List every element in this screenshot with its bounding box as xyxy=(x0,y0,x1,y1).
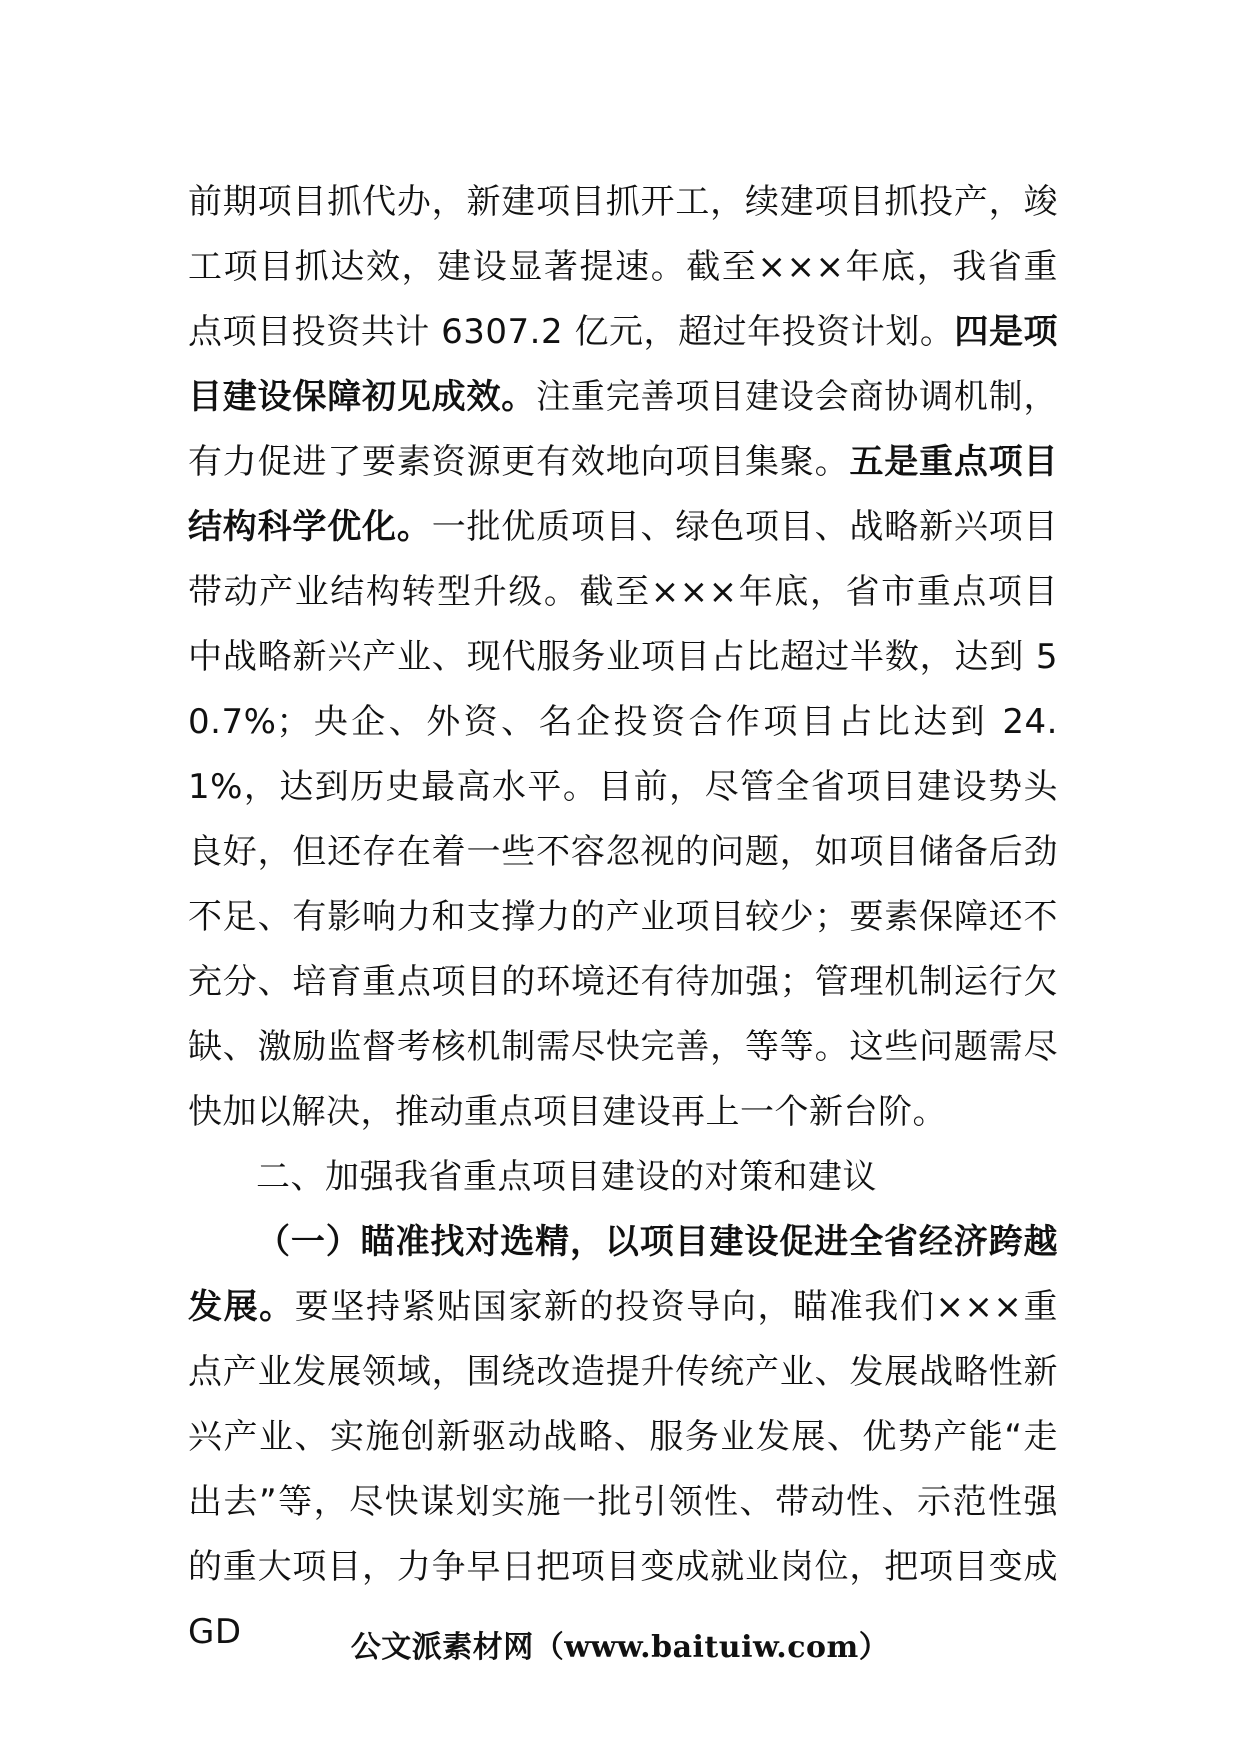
subsection-title: （一）瞄准找对选精，以项目建设促进全省经济跨越发展。 xyxy=(188,1222,1058,1327)
section-heading: 二、加强我省重点项目建设的对策和建议 xyxy=(256,1157,877,1197)
document-body xyxy=(188,170,1058,1665)
paragraph-text: 要坚持紧贴国家新的投资导向，瞄准我们×××重点产业发展领域，围绕改造提升传统产业、发展战略性新兴产业、实施创新驱动战略、服务业发展、优势产能“走出去”等，尽快谋划实施一批引领性、带动性、示范性强的重大项目，力争早日把项目变成就业岗位，把项目变成 GD xyxy=(188,1287,1058,1652)
paragraph-continued xyxy=(188,170,1058,1145)
bold-point-five: 五是重点项目结构科学优化。 xyxy=(188,442,1058,547)
paragraph-text: 注重完善项目建设会商协调机制，有力促进了要素资源更有效地向项目集聚。 xyxy=(188,377,1058,482)
bold-point-four: 四是项目建设保障初见成效。 xyxy=(188,312,1058,417)
paragraph-text: 前期项目抓代办，新建项目抓开工，续建项目抓投产，竣工项目抓达效，建设显著提速。截至×××年底，我省重点项目投资共计 6307.2 亿元，超过年投资计划。 xyxy=(188,182,1058,352)
footer-watermark: 公文派素材网（www.baituiw.com） xyxy=(350,1630,890,1665)
subsection-paragraph xyxy=(188,1210,1058,1665)
paragraph-text: 一批优质项目、绿色项目、战略新兴项目带动产业结构转型升级。截至×××年底，省市重点项目中战略新兴产业、现代服务业项目占比超过半数，达到 50.7%；央企、外资、名企投资合作项目占比达到 24.1%，达到历史最高水平。目前，尽管全省项目建设势头良好，但还存在着一些不容忽视的问题，如项目储备后劲不足、有影响力和支撑力的产业项目较少；要素保障还不充分、培育重点项目的环境还有待加强；管理机制运行欠缺、激励监督考核机制需尽快完善，等等。这些问题需尽快加以解决，推动重点项目建设再上一个新台阶。 xyxy=(188,507,1058,1132)
